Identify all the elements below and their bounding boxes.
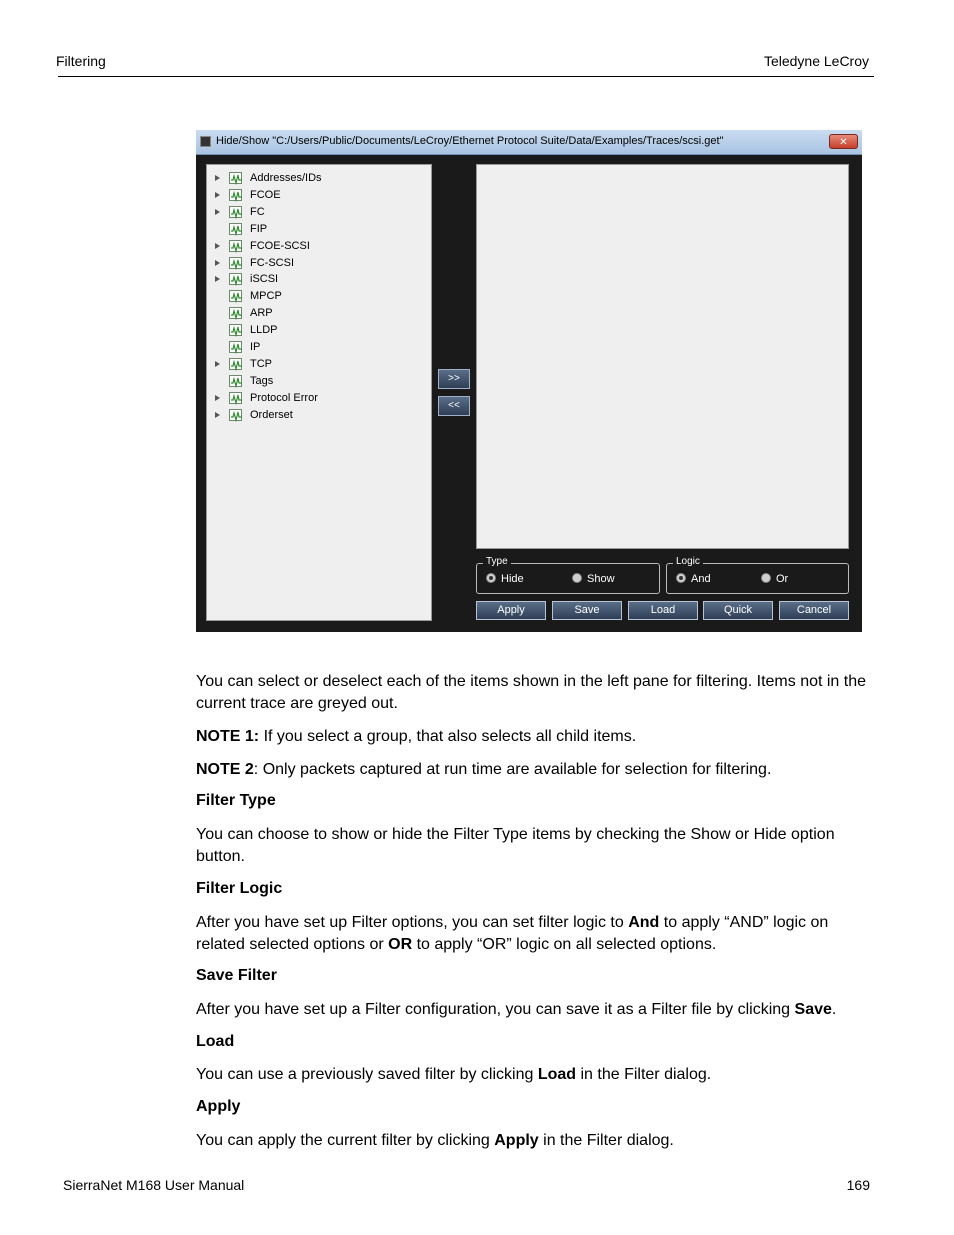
protocol-wave-icon[interactable] [229, 206, 242, 218]
hide-radio[interactable] [486, 573, 524, 585]
tree-item-label: FCOE [250, 188, 281, 201]
show-radio[interactable] [572, 573, 615, 585]
tree-item-label: Orderset [250, 408, 293, 421]
apply-text-1: You can apply the current filter by clicking [196, 1132, 495, 1149]
expand-arrow-icon[interactable] [215, 243, 220, 249]
save-bold: Save [794, 1001, 832, 1018]
tree-item-label: Tags [250, 374, 274, 387]
tree-item-label: FCOE-SCSI [250, 239, 310, 252]
close-button[interactable]: ✕ [829, 134, 858, 149]
protocol-wave-icon[interactable] [229, 223, 242, 235]
app-icon [200, 136, 211, 147]
tree-item-label: Protocol Error [250, 391, 318, 404]
protocol-wave-icon[interactable] [229, 257, 242, 269]
heading-filter-logic: Filter Logic [196, 880, 283, 897]
tree-item-label: ARP [250, 307, 273, 320]
and-radio-label: And [691, 573, 711, 585]
tree-item[interactable] [207, 305, 427, 322]
logic-text-1: After you have set up Filter options, you can set filter logic to [196, 914, 629, 931]
protocol-wave-icon[interactable] [229, 392, 242, 404]
save-filter-paragraph [196, 999, 876, 1021]
remove-from-filter-button[interactable]: << [438, 396, 470, 416]
save-text-1: After you have set up a Filter configuration, you can save it as a Filter file by clicking [196, 1001, 795, 1018]
tree-item[interactable] [207, 356, 427, 373]
logic-or: OR [388, 936, 413, 953]
load-button[interactable]: Load [628, 601, 698, 620]
protocol-wave-icon[interactable] [229, 324, 242, 336]
page-number: 169 [846, 1177, 870, 1193]
show-radio-dot[interactable] [572, 573, 582, 583]
logic-group [666, 556, 849, 594]
apply-button[interactable]: Apply [476, 601, 546, 620]
footer-manual-title: SierraNet M168 User Manual [63, 1177, 245, 1193]
note-2-label: NOTE 2 [196, 761, 254, 778]
tree-item[interactable] [207, 407, 427, 424]
apply-bold: Apply [494, 1132, 539, 1149]
note-1 [196, 726, 876, 748]
note-2 [196, 759, 876, 781]
dialog-titlebar [196, 130, 862, 155]
or-radio-label: Or [776, 573, 789, 585]
quick-button[interactable]: Quick [703, 601, 773, 620]
tree-item-label: iSCSI [250, 273, 279, 286]
type-group [476, 556, 660, 594]
heading-save-filter: Save Filter [196, 967, 277, 984]
tree-item[interactable] [207, 204, 427, 221]
running-header-company: Teledyne LeCroy [763, 53, 869, 69]
protocol-wave-icon[interactable] [229, 240, 242, 252]
tree-item[interactable] [207, 271, 427, 288]
heading-filter-type: Filter Type [196, 792, 276, 809]
tree-item[interactable] [207, 187, 427, 204]
tree-item[interactable] [207, 238, 427, 255]
or-radio-dot[interactable] [761, 573, 771, 583]
protocol-wave-icon[interactable] [229, 375, 242, 387]
expand-arrow-icon[interactable] [215, 276, 220, 282]
note-1-text: If you select a group, that also selects all child items. [259, 728, 637, 745]
protocol-wave-icon[interactable] [229, 409, 242, 421]
tree-item-label: IP [250, 341, 261, 353]
load-paragraph [196, 1064, 876, 1086]
type-group-title: Type [483, 556, 511, 567]
load-text-2: in the Filter dialog. [576, 1066, 712, 1083]
tree-item[interactable] [207, 221, 427, 238]
tree-item[interactable] [207, 170, 427, 187]
tree-item[interactable] [207, 390, 427, 407]
header-rule [58, 76, 874, 77]
save-button[interactable]: Save [552, 601, 622, 620]
expand-arrow-icon[interactable] [215, 395, 220, 401]
filter-type-paragraph: You can choose to show or hide the Filter Type items by checking the Show or Hide option button. [196, 826, 835, 865]
protocol-wave-icon[interactable] [229, 273, 242, 285]
tree-item-label: MPCP [250, 290, 282, 303]
show-radio-label: Show [587, 573, 615, 585]
or-radio[interactable] [761, 573, 788, 585]
tree-item-label: LLDP [250, 324, 278, 337]
tree-item-label: TCP [250, 357, 272, 370]
logic-text-2: to apply “AND” logic on related selected options or [196, 914, 829, 953]
tree-item-label: FC [250, 205, 265, 218]
tree-item[interactable] [207, 255, 427, 272]
apply-paragraph [196, 1130, 876, 1152]
load-text-1: You can use a previously saved filter by clicking [196, 1066, 538, 1083]
tree-item-label: FIP [250, 222, 268, 235]
heading-apply: Apply [196, 1098, 241, 1115]
note-1-label: NOTE 1: [196, 728, 260, 745]
expand-arrow-icon[interactable] [215, 412, 220, 418]
tree-item[interactable] [207, 322, 427, 339]
tree-item[interactable] [207, 373, 427, 390]
protocol-wave-icon[interactable] [229, 290, 242, 302]
hide-show-dialog [196, 130, 862, 632]
tree-item-label: FC-SCSI [250, 256, 294, 269]
add-to-filter-button[interactable]: >> [438, 369, 470, 389]
hide-radio-label: Hide [501, 573, 524, 585]
filter-logic-paragraph [196, 912, 876, 956]
expand-arrow-icon[interactable] [215, 361, 220, 367]
heading-load: Load [196, 1033, 235, 1050]
tree-item-label: Addresses/IDs [250, 172, 322, 184]
running-header-section: Filtering [56, 53, 106, 69]
logic-and: And [628, 914, 660, 931]
protocol-wave-icon[interactable] [229, 189, 242, 201]
protocol-wave-icon[interactable] [229, 307, 242, 319]
cancel-button[interactable]: Cancel [779, 601, 849, 620]
expand-arrow-icon[interactable] [215, 209, 220, 215]
save-text-2: . [831, 1001, 837, 1018]
dialog-title: Hide/Show "C:/Users/Public/Documents/LeCroy/Ethernet Protocol Suite/Data/Examples/Traces/scsi.get" [216, 135, 724, 147]
and-radio[interactable] [676, 573, 711, 585]
protocol-wave-icon[interactable] [229, 172, 242, 184]
note-2-text: : Only packets captured at run time are available for selection for filtering. [253, 761, 772, 778]
expand-arrow-icon[interactable] [215, 192, 220, 198]
tree-item[interactable] [207, 288, 427, 305]
load-bold: Load [537, 1066, 577, 1083]
expand-arrow-icon[interactable] [215, 260, 220, 266]
logic-text-3: to apply “OR” logic on all selected options. [412, 936, 717, 953]
protocol-wave-icon[interactable] [229, 341, 242, 353]
tree-item[interactable] [207, 339, 427, 356]
hide-radio-dot[interactable] [486, 573, 496, 583]
selected-filter-pane [476, 164, 849, 549]
expand-arrow-icon[interactable] [215, 175, 220, 181]
protocol-wave-icon[interactable] [229, 358, 242, 370]
and-radio-dot[interactable] [676, 573, 686, 583]
apply-text-2: in the Filter dialog. [538, 1132, 674, 1149]
logic-group-title: Logic [673, 556, 703, 567]
intro-paragraph: You can select or deselect each of the items shown in the left pane for filtering. Items not in the current trace are greyed out. [196, 673, 867, 712]
protocol-tree-pane [206, 164, 432, 621]
